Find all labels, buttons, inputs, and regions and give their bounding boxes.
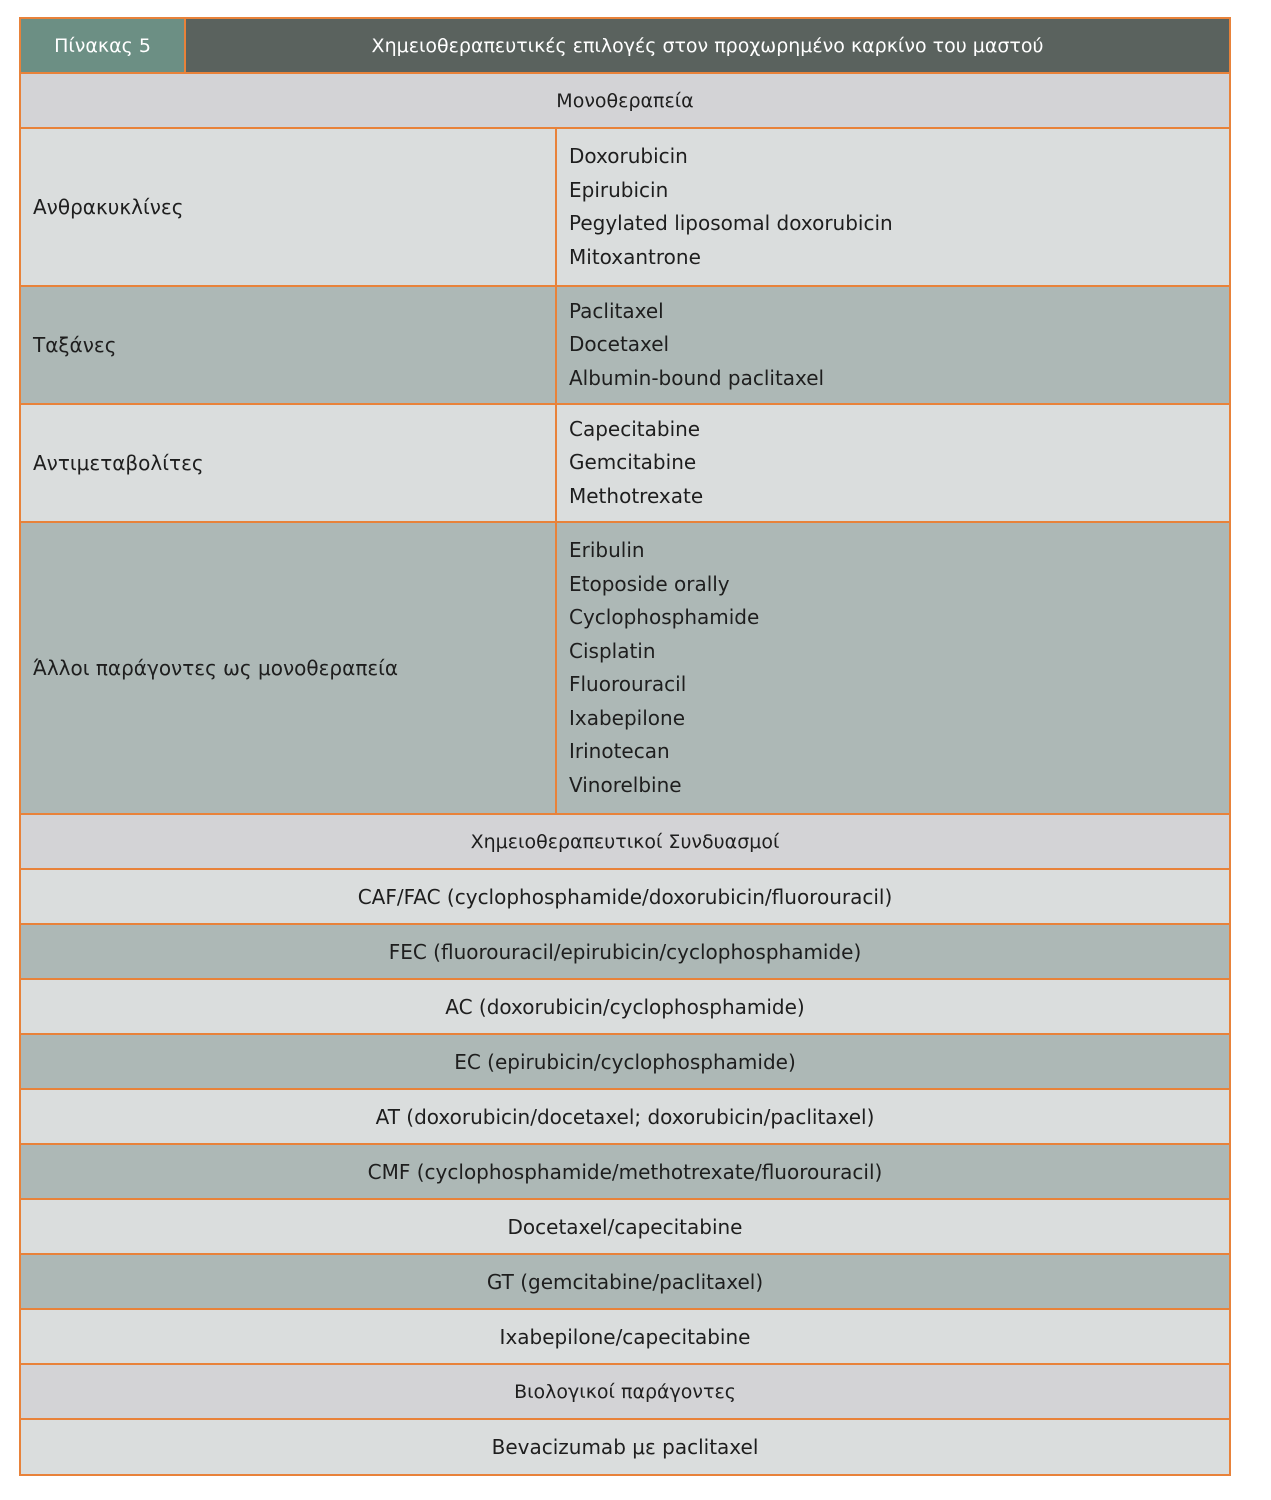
drug-item: Mitoxantrone <box>569 244 701 269</box>
table-row <box>21 405 1229 523</box>
drug-item: Doxorubicin <box>569 144 688 168</box>
drug-class-label: Ταξάνες <box>21 287 557 403</box>
combination-row: GT (gemcitabine/paclitaxel) <box>21 1255 1229 1310</box>
biologic-row: Bevacizumab με paclitaxel <box>21 1420 1229 1474</box>
drug-list <box>557 523 1229 813</box>
drug-item: Albumin-bound paclitaxel <box>569 365 825 390</box>
drug-class-label: Αντιμεταβολίτες <box>21 405 557 521</box>
drug-item: Eribulin <box>569 538 645 562</box>
table-number: Πίνακας 5 <box>21 19 186 72</box>
drug-item: Cisplatin <box>569 638 656 663</box>
table-row <box>21 287 1229 405</box>
drug-item: Epirubicin <box>569 177 669 202</box>
combination-row: Ixabepilone/capecitabine <box>21 1310 1229 1365</box>
combination-row: EC (epirubicin/cyclophosphamide) <box>21 1035 1229 1090</box>
section-heading-combinations: Χημειοθεραπευτικοί Συνδυασμοί <box>21 815 1229 870</box>
drug-list <box>557 129 1229 285</box>
drug-item: Etoposide orally <box>569 571 730 596</box>
table-row <box>21 129 1229 287</box>
chemotherapy-table <box>19 17 1231 1476</box>
drug-item: Pegylated liposomal doxorubicin <box>569 211 893 235</box>
drug-list <box>557 405 1229 521</box>
drug-item: Paclitaxel <box>569 298 664 323</box>
drug-item: Vinorelbine <box>569 772 682 797</box>
drug-item: Irinotecan <box>569 739 670 763</box>
section-heading-biologics: Βιολογικοί παράγοντες <box>21 1365 1229 1420</box>
combination-row: FEC (fluorouracil/epirubicin/cyclophosphamide) <box>21 925 1229 980</box>
drug-class-label: Άλλοι παράγοντες ως μονοθεραπεία <box>21 523 557 813</box>
table-row <box>21 523 1229 815</box>
combination-row: AT (doxorubicin/docetaxel; doxorubicin/paclitaxel) <box>21 1090 1229 1145</box>
drug-item: Cyclophosphamide <box>569 605 760 629</box>
drug-item: Fluorouracil <box>569 672 687 696</box>
table-title: Χημειοθεραπευτικές επιλογές στον προχωρημένο καρκίνο του μαστού <box>371 34 1044 57</box>
drug-item: Methotrexate <box>569 483 704 508</box>
drug-list <box>557 287 1229 403</box>
drug-item: Ixabepilone <box>569 705 686 730</box>
drug-item: Docetaxel <box>569 332 670 357</box>
section-heading-monotherapy: Μονοθεραπεία <box>21 74 1229 129</box>
table-header <box>21 19 1229 74</box>
combination-row: Docetaxel/capecitabine <box>21 1200 1229 1255</box>
drug-item: Capecitabine <box>569 416 701 441</box>
combination-row: CAF/FAC (cyclophosphamide/doxorubicin/fluorouracil) <box>21 870 1229 925</box>
drug-class-label: Ανθρακυκλίνες <box>21 129 557 285</box>
drug-item: Gemcitabine <box>569 450 697 475</box>
combination-row: AC (doxorubicin/cyclophosphamide) <box>21 980 1229 1035</box>
combination-row: CMF (cyclophosphamide/methotrexate/fluorouracil) <box>21 1145 1229 1200</box>
